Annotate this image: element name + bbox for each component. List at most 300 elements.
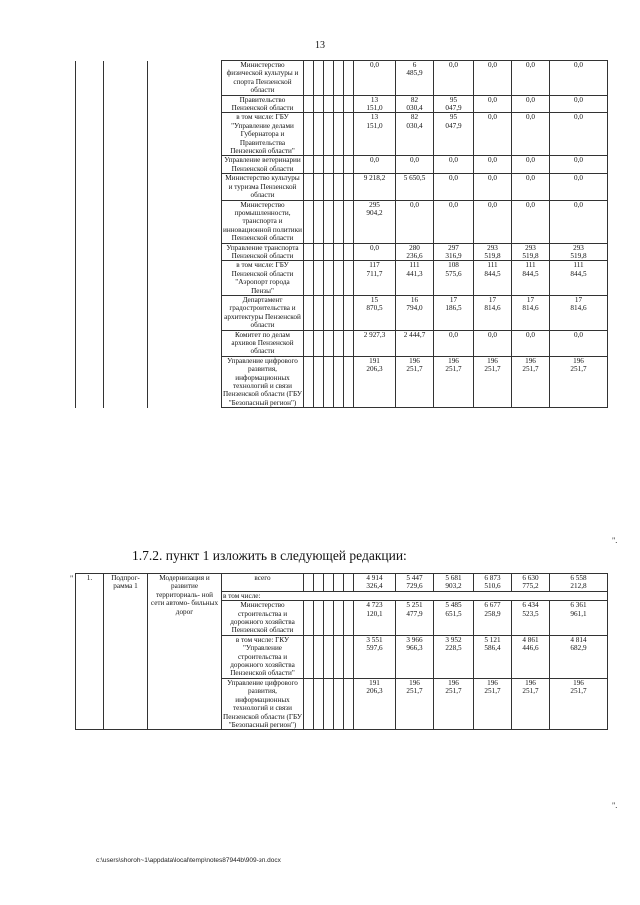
amount-part: 13 <box>370 113 379 122</box>
empty-code-cell <box>334 243 344 261</box>
amount-cell <box>512 330 550 356</box>
merged-cell <box>76 156 104 174</box>
amount-part: 711,7 <box>366 269 383 278</box>
budget-table-amended <box>75 573 608 730</box>
empty-code-cell <box>334 200 344 243</box>
including-label-cell: в том числе: <box>222 591 608 600</box>
amount-cell <box>434 601 474 636</box>
amount-cell <box>354 574 396 592</box>
amount-part: 251,7 <box>445 365 462 374</box>
amount-part: 251,7 <box>406 365 423 374</box>
amount-cell <box>396 243 434 261</box>
empty-code-cell <box>314 174 324 200</box>
merged-cell <box>148 330 222 356</box>
amount-part: 0,0 <box>574 156 583 165</box>
table-row <box>76 261 608 296</box>
organization-cell: всего <box>222 574 304 592</box>
amount-cell <box>474 678 512 729</box>
empty-code-cell <box>324 356 334 407</box>
empty-code-cell <box>324 95 334 113</box>
table-row <box>76 243 608 261</box>
amount-cell <box>474 330 512 356</box>
amount-part: 0,0 <box>370 156 379 165</box>
empty-code-cell <box>324 174 334 200</box>
empty-code-cell <box>324 295 334 330</box>
amount-part: 95 <box>449 95 458 104</box>
empty-code-cell <box>314 243 324 261</box>
amount-part: 228,5 <box>445 644 462 653</box>
amount-cell <box>474 635 512 678</box>
table-row <box>76 574 608 592</box>
amount-cell <box>434 261 474 296</box>
empty-code-cell <box>344 295 354 330</box>
amount-part: 0,0 <box>526 174 535 183</box>
amount-part: 844,5 <box>484 269 501 278</box>
amount-cell <box>550 261 608 296</box>
empty-code-cell <box>314 330 324 356</box>
amount-part: 111 <box>409 261 420 270</box>
empty-code-cell <box>344 113 354 156</box>
amount-cell <box>512 95 550 113</box>
amount-cell <box>474 113 512 156</box>
amount-part: 212,8 <box>570 582 587 591</box>
empty-code-cell <box>344 174 354 200</box>
merged-cell <box>148 356 222 407</box>
merged-cell <box>148 95 222 113</box>
amount-cell <box>550 113 608 156</box>
table-row <box>76 174 608 200</box>
amount-part: 6 558 <box>570 574 587 582</box>
amount-part: 485,9 <box>406 69 423 78</box>
empty-code-cell <box>324 678 334 729</box>
merged-cell <box>148 295 222 330</box>
organization-cell: в том числе: ГКУ "Управление строительства и дорожного хозяйства Пензенской области" <box>222 635 304 678</box>
empty-code-cell <box>344 635 354 678</box>
closing-quote-mark: ". <box>612 536 618 545</box>
amount-part: 16 <box>410 295 419 304</box>
empty-code-cell <box>314 261 324 296</box>
amount-part: 0,0 <box>449 174 458 183</box>
amount-part: 523,5 <box>522 609 539 618</box>
table-row <box>76 295 608 330</box>
amount-cell <box>396 156 434 174</box>
merged-cell <box>104 261 148 296</box>
amount-part: 196 <box>573 678 584 687</box>
empty-code-cell <box>314 200 324 243</box>
amount-part: 293 <box>573 243 584 252</box>
amount-cell <box>512 200 550 243</box>
empty-code-cell <box>344 601 354 636</box>
organization-cell: Министерство промышленности, транспорта и инновационной политики Пензенской области <box>223 200 302 243</box>
amount-cell <box>550 678 608 729</box>
amount-cell <box>474 356 512 407</box>
table-row <box>76 61 608 96</box>
amount-part: 0,0 <box>574 330 583 339</box>
amount-part: 186,5 <box>445 304 462 313</box>
amount-part: 0,0 <box>488 330 497 339</box>
amount-part: 280 <box>409 243 420 252</box>
amount-part: 251,7 <box>445 687 462 696</box>
merged-cell <box>76 330 104 356</box>
empty-code-cell <box>304 61 314 96</box>
empty-code-cell <box>334 156 344 174</box>
empty-code-cell <box>314 295 324 330</box>
amount-cell <box>474 61 512 96</box>
empty-code-cell <box>314 574 324 592</box>
amount-cell <box>550 174 608 200</box>
amount-part: 316,9 <box>445 251 462 260</box>
amount-part: 251,7 <box>570 687 587 696</box>
amount-part: 0,0 <box>449 61 458 69</box>
amount-cell <box>396 330 434 356</box>
empty-code-cell <box>324 243 334 261</box>
table-row <box>76 156 608 174</box>
opening-quote-mark: " <box>70 574 74 583</box>
empty-code-cell <box>324 61 334 96</box>
amount-cell <box>434 95 474 113</box>
organization-cell: Управление транспорта Пензенской области <box>222 243 304 261</box>
empty-code-cell <box>334 356 344 407</box>
amount-part: 251,7 <box>406 687 423 696</box>
amount-part: 293 <box>487 243 498 252</box>
amount-part: 4 814 <box>570 635 587 644</box>
empty-code-cell <box>304 678 314 729</box>
merged-cell <box>104 95 148 113</box>
amendment-heading: 1.7.2. пункт 1 изложить в следующей редакции: <box>132 548 407 563</box>
empty-code-cell <box>324 200 334 243</box>
amount-part: 17 <box>488 295 497 304</box>
amount-part: 0,0 <box>574 61 583 69</box>
organization-cell: Управление ветеринарии Пензенской области <box>222 156 304 174</box>
amount-part: 586,4 <box>484 644 501 653</box>
empty-code-cell <box>334 261 344 296</box>
empty-code-cell <box>334 574 344 592</box>
amount-part: 0,0 <box>488 200 497 209</box>
amount-cell <box>396 174 434 200</box>
empty-code-cell <box>304 356 314 407</box>
merged-cell <box>104 356 148 407</box>
amount-part: 814,6 <box>522 304 539 313</box>
merged-cell <box>148 261 222 296</box>
amount-part: 6 677 <box>484 601 501 610</box>
empty-code-cell <box>314 356 324 407</box>
amount-cell <box>354 243 396 261</box>
amount-part: 251,7 <box>484 365 501 374</box>
amount-cell <box>434 174 474 200</box>
empty-code-cell <box>334 61 344 96</box>
merged-cell <box>104 295 148 330</box>
amount-cell <box>512 243 550 261</box>
amount-part: 030,4 <box>406 121 423 130</box>
organization-cell: Министерство культуры и туризма Пензенской области <box>222 174 304 200</box>
merged-cell <box>104 243 148 261</box>
empty-code-cell <box>334 295 344 330</box>
amount-cell <box>512 174 550 200</box>
empty-code-cell <box>344 61 354 96</box>
amount-part: 844,5 <box>522 269 539 278</box>
amount-cell <box>474 95 512 113</box>
amount-part: 120,1 <box>366 609 383 618</box>
empty-code-cell <box>304 261 314 296</box>
amount-part: 251,7 <box>484 687 501 696</box>
budget-table-continued <box>75 60 608 408</box>
merged-cell <box>104 200 148 243</box>
amount-part: 196 <box>409 678 420 687</box>
amount-part: 0,0 <box>488 95 497 104</box>
empty-code-cell <box>344 200 354 243</box>
amount-cell <box>550 330 608 356</box>
amount-cell <box>550 156 608 174</box>
amount-part: 6 434 <box>522 601 539 610</box>
amount-part: 5 447 <box>406 574 423 582</box>
amount-part: 111 <box>487 261 498 270</box>
amount-cell <box>550 356 608 407</box>
amount-cell <box>354 601 396 636</box>
merged-cell <box>148 156 222 174</box>
amount-cell <box>474 295 512 330</box>
empty-code-cell <box>344 156 354 174</box>
empty-code-cell <box>314 61 324 96</box>
amount-cell <box>550 601 608 636</box>
amount-part: 729,6 <box>406 582 423 591</box>
empty-code-cell <box>324 330 334 356</box>
amount-cell <box>354 295 396 330</box>
merged-cell <box>104 330 148 356</box>
amount-part: 0,0 <box>488 174 497 183</box>
amount-part: 575,6 <box>445 269 462 278</box>
merged-cell <box>76 113 104 156</box>
organization-cell: Управление цифрового развития, информационных технологий и связи Пензенской области (ГБУ "Безопасный регион") <box>223 356 302 407</box>
amount-part: 251,7 <box>522 687 539 696</box>
amount-part: 0,0 <box>449 330 458 339</box>
amount-cell <box>512 574 550 592</box>
amount-cell <box>550 61 608 96</box>
amount-cell <box>474 601 512 636</box>
empty-code-cell <box>314 156 324 174</box>
amount-part: 0,0 <box>410 200 419 209</box>
amount-part: 047,9 <box>445 104 462 113</box>
amount-part: 446,6 <box>522 644 539 653</box>
amount-part: 151,0 <box>366 121 383 130</box>
amount-part: 4 861 <box>522 635 539 644</box>
amount-part: 794,0 <box>406 304 423 313</box>
amount-cell <box>512 678 550 729</box>
amount-part: 17 <box>449 295 458 304</box>
amount-part: 82 <box>410 95 419 104</box>
empty-code-cell <box>334 635 344 678</box>
amount-cell <box>512 261 550 296</box>
empty-code-cell <box>304 601 314 636</box>
amount-cell <box>396 261 434 296</box>
empty-code-cell <box>314 635 324 678</box>
amount-cell <box>354 330 396 356</box>
empty-code-cell <box>344 261 354 296</box>
empty-code-cell <box>334 113 344 156</box>
amount-part: 775,2 <box>522 582 539 591</box>
amount-part: 111 <box>525 261 536 270</box>
amount-part: 4 914 <box>366 574 383 582</box>
amount-part: 844,5 <box>570 269 587 278</box>
row-number-cell: 1. <box>76 574 104 730</box>
amount-part: 0,0 <box>488 113 497 122</box>
amount-part: 6 630 <box>522 574 539 582</box>
merged-cell <box>148 113 222 156</box>
amount-cell <box>550 635 608 678</box>
amount-part: 3 966 <box>406 635 423 644</box>
file-path-footer: c:\users\shoroh~1\appdata\local\temp\notes87944b\909-зп.docx <box>96 857 281 864</box>
amount-part: 251,7 <box>522 365 539 374</box>
amount-part: 0,0 <box>526 200 535 209</box>
amount-cell <box>354 95 396 113</box>
amount-cell <box>354 678 396 729</box>
empty-code-cell <box>324 635 334 678</box>
amount-part: 0,0 <box>574 200 583 209</box>
amount-cell <box>396 113 434 156</box>
amount-part: 519,8 <box>484 251 501 260</box>
amount-cell <box>354 156 396 174</box>
amount-cell <box>512 156 550 174</box>
page-number: 13 <box>315 40 325 51</box>
empty-code-cell <box>324 601 334 636</box>
organization-cell: Министерство физической культуры и спорта Пензенской области <box>222 61 304 96</box>
amount-part: 682,9 <box>570 644 587 653</box>
amount-part: 966,3 <box>406 644 423 653</box>
closing-quote-mark-2: ". <box>612 801 618 810</box>
amount-part: 4 723 <box>366 601 383 610</box>
merged-cell <box>148 200 222 243</box>
amount-part: 5 650,5 <box>403 174 426 183</box>
amount-part: 519,8 <box>522 251 539 260</box>
empty-code-cell <box>344 243 354 261</box>
organization-cell: Департамент градостроительства и архитектуры Пензенской области <box>222 295 304 330</box>
amount-part: 17 <box>574 295 583 304</box>
amount-cell <box>434 156 474 174</box>
amount-cell <box>396 574 434 592</box>
merged-cell <box>76 295 104 330</box>
empty-code-cell <box>344 356 354 407</box>
amount-part: 196 <box>525 356 536 365</box>
amount-part: 0,0 <box>526 95 535 104</box>
amount-part: 196 <box>487 678 498 687</box>
amount-part: 0,0 <box>526 330 535 339</box>
amount-cell <box>550 95 608 113</box>
amount-part: 0,0 <box>574 95 583 104</box>
empty-code-cell <box>324 574 334 592</box>
merged-cell <box>148 174 222 200</box>
amount-part: 6 361 <box>570 601 587 610</box>
amount-part: 236,6 <box>406 251 423 260</box>
empty-code-cell <box>314 678 324 729</box>
organization-cell: Правительство Пензенской области <box>222 95 304 113</box>
amount-cell <box>396 678 434 729</box>
merged-cell <box>76 356 104 407</box>
merged-cell <box>76 95 104 113</box>
empty-code-cell <box>334 174 344 200</box>
amount-cell <box>434 200 474 243</box>
amount-part: 2 444,7 <box>403 330 426 339</box>
empty-code-cell <box>314 113 324 156</box>
amount-cell <box>434 295 474 330</box>
merged-cell <box>104 113 148 156</box>
merged-cell <box>148 61 222 96</box>
amount-part: 814,6 <box>484 304 501 313</box>
amount-part: 295 <box>369 200 380 209</box>
amount-part: 2 927,3 <box>363 330 386 339</box>
amount-part: 251,7 <box>570 365 587 374</box>
amount-cell <box>354 261 396 296</box>
amount-part: 9 218,2 <box>363 174 386 183</box>
empty-code-cell <box>304 113 314 156</box>
amount-part: 0,0 <box>526 156 535 165</box>
empty-code-cell <box>324 113 334 156</box>
subprogram-cell: Подпрог- рамма 1 <box>104 574 148 730</box>
amount-cell <box>550 295 608 330</box>
amount-cell <box>474 200 512 243</box>
amount-part: 0,0 <box>370 61 379 69</box>
amount-part: 477,9 <box>406 609 423 618</box>
empty-code-cell <box>334 678 344 729</box>
table-row <box>76 200 608 243</box>
amount-part: 510,6 <box>484 582 501 591</box>
amount-cell <box>434 330 474 356</box>
amount-part: 030,4 <box>406 104 423 113</box>
amount-part: 0,0 <box>574 113 583 122</box>
amount-part: 441,3 <box>406 269 423 278</box>
empty-code-cell <box>304 174 314 200</box>
empty-code-cell <box>334 330 344 356</box>
amount-part: 206,3 <box>366 365 383 374</box>
amount-part: 17 <box>526 295 535 304</box>
amount-cell <box>474 174 512 200</box>
amount-cell <box>396 95 434 113</box>
amount-part: 903,2 <box>445 582 462 591</box>
empty-code-cell <box>334 601 344 636</box>
amount-part: 0,0 <box>370 243 379 252</box>
amount-cell <box>550 200 608 243</box>
empty-code-cell <box>344 574 354 592</box>
measure-name-cell: Модернизация и развитие территориаль- ной сети автомо- бильных дорог <box>148 574 222 730</box>
empty-code-cell <box>304 243 314 261</box>
empty-code-cell <box>344 330 354 356</box>
amount-cell <box>550 574 608 592</box>
amount-part: 0,0 <box>449 200 458 209</box>
empty-code-cell <box>304 95 314 113</box>
organization-cell: Министерство строительства и дорожного хозяйства Пензенской области <box>222 601 304 636</box>
empty-code-cell <box>304 574 314 592</box>
amount-cell <box>396 356 434 407</box>
empty-code-cell <box>304 295 314 330</box>
empty-code-cell <box>334 95 344 113</box>
amount-part: 196 <box>525 678 536 687</box>
amount-part: 047,9 <box>445 121 462 130</box>
amount-part: 0,0 <box>488 156 497 165</box>
merged-cell <box>104 174 148 200</box>
amount-part: 961,1 <box>570 609 587 618</box>
amount-part: 651,5 <box>445 609 462 618</box>
amount-cell <box>512 295 550 330</box>
amount-part: 0,0 <box>449 156 458 165</box>
amount-part: 870,5 <box>366 304 383 313</box>
amount-part: 196 <box>573 356 584 365</box>
organization-cell: Управление цифрового развития, информационных технологий и связи Пензенской области (ГБУ "Безопасный регион") <box>223 678 302 729</box>
amount-cell <box>434 243 474 261</box>
amount-part: 151,0 <box>366 104 383 113</box>
amount-cell <box>474 261 512 296</box>
merged-cell <box>104 156 148 174</box>
amount-cell <box>512 61 550 96</box>
amount-cell <box>512 601 550 636</box>
amount-part: 191 <box>369 356 380 365</box>
